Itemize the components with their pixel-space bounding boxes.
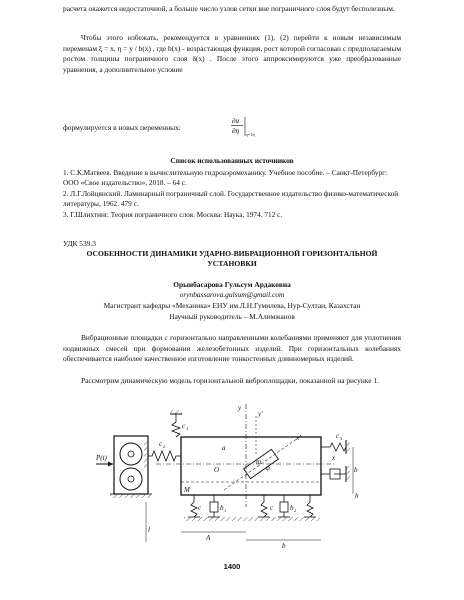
intro-paragraph-3: формулируется в новых переменных:: [63, 123, 181, 132]
svg-text:∂η: ∂η: [232, 127, 239, 135]
svg-text:1: 1: [224, 508, 227, 513]
page-number: 1400: [223, 562, 241, 571]
reference-item-1: 1. С.К.Матвеев. Введение в вычислительную гидроаэромеханику. Учебное пособие. – Санкт-Петербург: ООО «Свое издательство», 2018. – 64 с.: [63, 168, 388, 187]
intro-paragraph-1: расчета окажется недостаточной, а больше число узлов сетки вне пограничного слоя будут бесполезным.: [63, 4, 395, 13]
label-M: M: [184, 486, 190, 494]
label-y: y: [238, 404, 242, 412]
label-force-Pt: P(t): [96, 454, 107, 462]
label-b1: b: [220, 504, 224, 512]
label-b3: b: [282, 542, 286, 550]
boundary-condition-formula: [229, 115, 259, 137]
label-c1: c: [182, 422, 186, 430]
article-paragraph-2: Рассмотрим динамическую модель горизонтальной виброплощадки, показанной на рисунке 1.: [81, 376, 379, 385]
label-l: l: [148, 526, 150, 534]
svg-text:2: 2: [163, 444, 166, 449]
udk-code: УДК 539.3: [63, 239, 96, 248]
label-x: x: [332, 454, 336, 462]
figure-1-vibration-platform-diagram: [96, 402, 368, 552]
reference-item-3: 3. Г.Шлихтинг. Теория пограничного слоя. Москва: Наука, 1974. 712 с.: [63, 210, 283, 219]
label-O: O: [214, 466, 220, 474]
label-x-prime: x': [296, 434, 301, 442]
author-name: Орынбасарова Гульсум Ардаковна: [173, 280, 291, 289]
label-b-right: b: [354, 466, 358, 474]
label-b2: b: [290, 504, 294, 512]
intro-paragraph-2: Чтобы этого избежать, рекомендуется в уравнениях (1), (2) перейти к новым независимым переменам ξ = x, η = y / b(x) , где b(x) - возрастающая функция, рост которой согласован с предполагаемым ростом толщины пограничного слоя δ(x) . После этого аппроксимируются уже преобразованные уравнения, а дополнительное условие: [63, 33, 401, 74]
svg-text:3: 3: [340, 436, 343, 441]
label-m: m: [256, 458, 262, 466]
svg-text:1: 1: [186, 426, 189, 431]
svg-text:∂u: ∂u: [232, 117, 239, 125]
supervisor: Научный руководитель – М.Алимжанов: [169, 312, 295, 321]
reference-item-2: 2. Л.Г.Лойцянский. Ламинарный пограничный слой. Государственное издательство физико-математической литературы, 1962. 479 с.: [63, 189, 399, 208]
article-paragraph-1: Вибрационные площадки с горизонтально направленными колебаниями применяют для уплотнения подвижных смесей при формовании железобетонных изделий. При горизонтальных колебаниях обеспечивается наиболее качественное изготовление тонкостенных длинномерных изделий.: [63, 333, 401, 364]
label-A: A: [206, 534, 211, 542]
label-c-bottom-2: c: [270, 504, 274, 512]
svg-text:η=1/η: η=1/η: [246, 133, 255, 137]
article-title: ОСОБЕННОСТИ ДИНАМИКИ УДАРНО-ВИБРАЦИОННОЙ ГОРИЗОНТАЛЬНОЙ УСТАНОВКИ: [86, 249, 378, 268]
label-h-right: h: [355, 492, 359, 500]
label-c3: c: [336, 432, 340, 440]
formula-line: [63, 115, 401, 139]
label-c2: c: [159, 440, 163, 448]
author-affiliation: Магистрант кафедры «Механика» ЕНУ им.Л.Н.Гумилева, Нур-Султан, Казахстан: [103, 301, 361, 310]
label-a: a: [222, 444, 226, 452]
author-email: orynbassarova.gulsum@gmail.com: [179, 290, 285, 299]
svg-text:2: 2: [294, 508, 297, 513]
label-phi: φ: [266, 464, 270, 472]
label-c-bottom: c: [198, 504, 202, 512]
platform-body: [181, 437, 321, 495]
label-y-prime: y': [258, 410, 263, 418]
references-title: Список использованных источников: [170, 156, 294, 165]
